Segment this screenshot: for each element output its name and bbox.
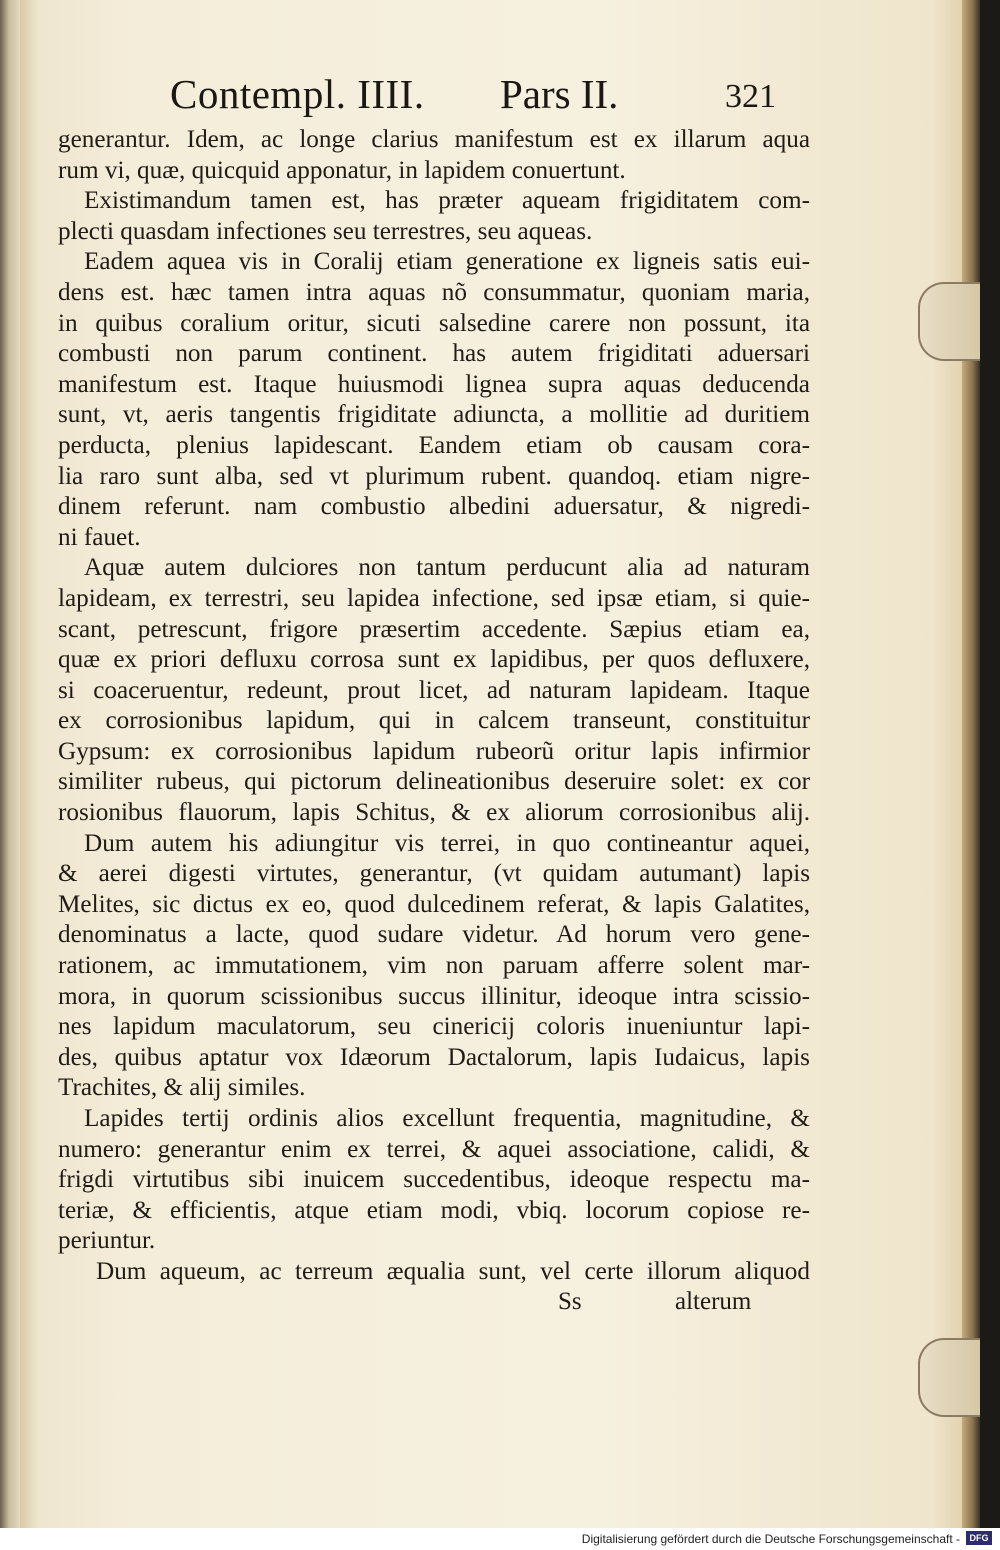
text-line: Eadem aquea vis in Coralij etiam generatione ex ligneis satis eui- [84,248,810,276]
text-line: Aquæ autem dulciores non tantum perducunt alia ad naturam [84,554,810,582]
text-line: numero: generantur enim ex terrei, & aquei associatione, calidi, & [58,1135,810,1163]
page-clip-bottom [918,1338,980,1417]
credit-text: Digitalisierung gefördert durch die Deutsche Forschungsgemeinschaft - [581,1532,960,1546]
text-line: denominatus a lacte, quod sudare videtur. Ad horum vero gene- [58,921,810,949]
body-text [58,125,810,1288]
text-line: dens est. hæc tamen intra aquas nõ consummatur, quoniam maria, [58,278,810,306]
text-line: mora, in quorum scissionibus succus illinitur, ideoque intra scissio- [58,982,810,1010]
text-line: rationem, ac immutationem, vim non paruam afferre solent mar- [58,952,810,980]
dfg-logo: DFG [966,1531,992,1545]
page-number: 321 [725,78,776,115]
text-line: Melites, sic dictus ex eo, quod dulcedinem referat, & lapis Galatites, [58,890,810,918]
signature-mark: Ss [558,1288,582,1315]
text-line: quæ ex priori defluxu corrosa sunt ex lapidibus, per quos defluxere, [58,646,810,674]
credit-bar [0,1528,1000,1550]
text-line: plecti quasdam infectiones seu terrestres, seu aqueas. [58,217,593,245]
text-line: combusti non parum continent. has autem frigiditati aduersari [58,340,810,368]
text-line: ex corrosionibus lapidum, qui in calcem transeunt, constituitur [58,707,810,735]
catchword: alterum [675,1288,752,1315]
text-line: similiter rubeus, qui pictorum delineationibus deseruire solet: ex cor [58,768,810,796]
adjacent-page-strip [0,0,22,1528]
text-line: nes lapidum maculatorum, seu cinericij coloris inueniuntur lapi- [58,1013,810,1041]
text-line: rosionibus flauorum, lapis Schitus, & ex aliorum corrosionibus alij. [58,799,810,827]
page-clip-top [918,282,980,361]
text-line: scant, petrescunt, frigore præsertim accedente. Sæpius etiam ea, [58,615,810,643]
text-line: in quibus coralium oritur, sicuti salsedine carere non possunt, ita [58,309,810,337]
page-edge [962,0,980,1528]
text-line: dinem referunt. nam combustio albedini aduersatur, & nigredi- [58,493,810,521]
text-line: lia raro sunt alba, sed vt plurimum rubent. quandoq. etiam nigre- [58,462,810,490]
text-line: rum vi, quæ, quicquid apponatur, in lapidem conuertunt. [58,156,626,184]
text-line: & aerei digesti virtutes, generantur, (vt quidam autumant) lapis [58,860,810,888]
page-footer [58,1288,810,1318]
text-line: ni fauet. [58,523,141,551]
header-title: Contempl. IIII. [170,71,425,117]
text-line: periuntur. [58,1227,156,1255]
text-line: manifestum est. Itaque huiusmodi lignea supra aquas deducenda [58,370,810,398]
text-line: sunt, vt, aeris tangentis frigiditate adiuncta, a mollitie ad duritiem [58,401,810,429]
text-line: Dum aqueum, ac terreum æqualia sunt, vel certe illorum aliquod [96,1257,810,1285]
text-line: Dum autem his adiungitur vis terrei, in quo contineantur aquei, [84,829,810,857]
header-part: Pars II. [500,71,619,117]
text-line: si coaceruentur, redeunt, prout licet, ad naturam lapideam. Itaque [58,676,810,704]
text-line: Lapides tertij ordinis alios excellunt frequentia, magnitudine, & [84,1105,810,1132]
text-line: frigdi virtutibus sibi inuicem succedentibus, ideoque respectu ma- [58,1166,810,1194]
text-line: Gypsum: ex corrosionibus lapidum rubeorũ oritur lapis infirmior [58,737,810,765]
text-line: des, quibus aptatur vox Idæorum Dactalorum, lapis Iudaicus, lapis [58,1043,810,1071]
text-line: lapideam, ex terrestri, seu lapidea infectione, sed ipsæ etiam, si quie- [58,584,810,612]
running-header [150,70,790,120]
text-line: Trachites, & alij similes. [58,1074,306,1102]
text-line: teriæ, & efficientis, atque etiam modi, vbiq. locorum copiose re- [58,1196,810,1224]
text-line: Existimandum tamen est, has præter aqueam frigiditatem com- [84,187,810,215]
text-line: perducta, plenius lapidescant. Eandem etiam ob causam cora- [58,431,810,459]
text-line: generantur. Idem, ac longe clarius manifestum est ex illarum aqua [58,126,810,153]
